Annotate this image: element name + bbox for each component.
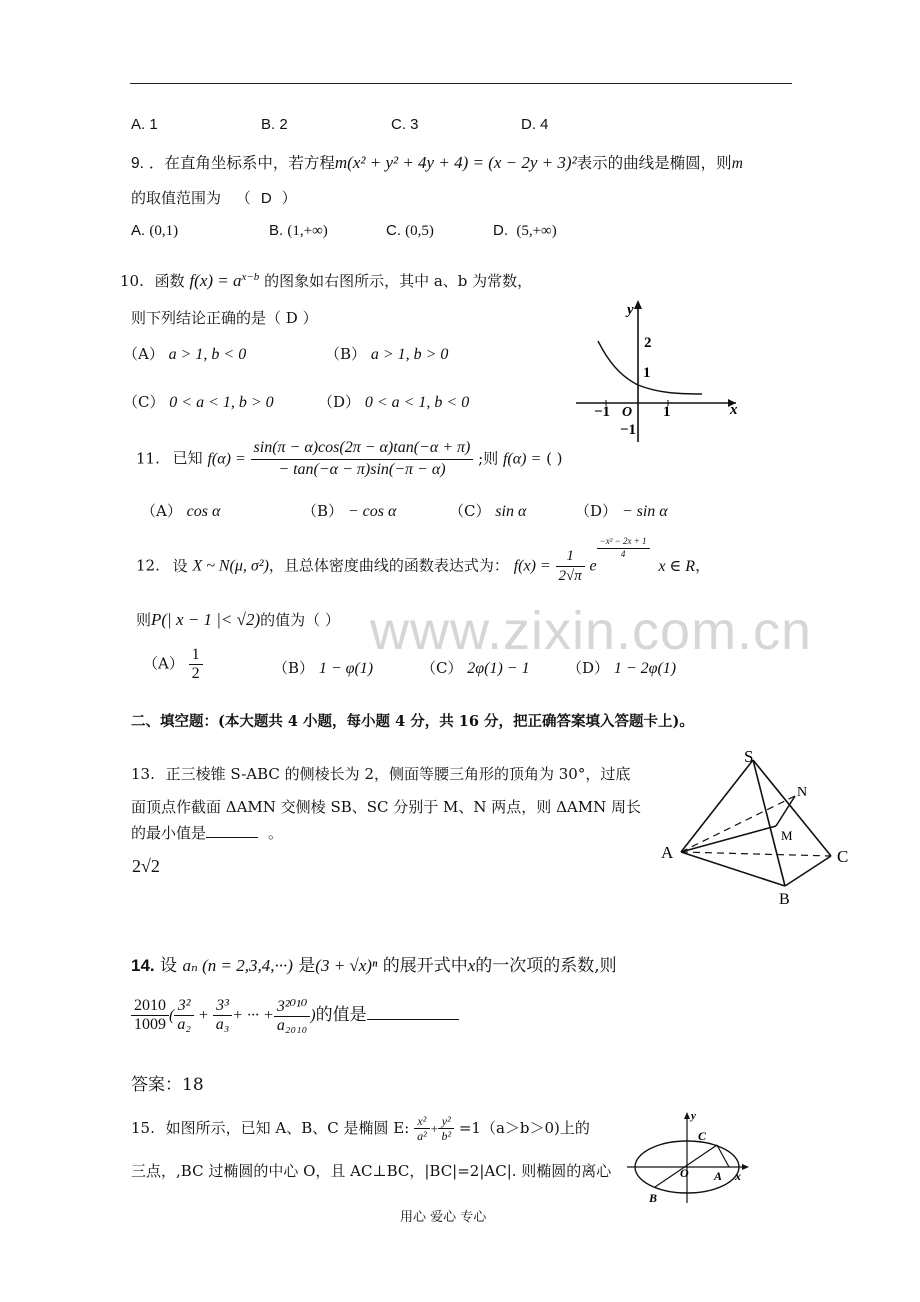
- q15-ellipse-figure: [625, 1107, 755, 1207]
- q10-formula: f(x) = a: [189, 271, 242, 290]
- q15-label-b: B: [649, 1191, 658, 1205]
- q12-domain: x ∈ R: [658, 557, 696, 575]
- q12-fx: f(x) =: [513, 557, 551, 575]
- q9-option-d: D. (5,+∞): [493, 222, 557, 239]
- q13-edge-bc: [785, 856, 831, 886]
- q14-an: aₙ (n = 2,3,4,···): [182, 956, 293, 975]
- q11-option-c: （C） sin α: [449, 502, 527, 520]
- q15-label-a: A: [714, 1169, 723, 1183]
- q10-tick-label-1-x: 1: [663, 404, 671, 420]
- q12-option-c: （C） 2φ(1) − 1: [421, 659, 530, 677]
- q15-label-x: x: [735, 1169, 741, 1183]
- q10-option-d: （D） 0 < a < 1, b < 0: [318, 393, 470, 411]
- q14-answer: 答案：18: [131, 1075, 204, 1095]
- q10-option-b: （B） a > 1, b > 0: [325, 345, 449, 363]
- q11-paren: ( ): [546, 449, 563, 468]
- q11-text-b: ;则: [478, 449, 499, 468]
- q13-label-n: N: [797, 785, 808, 800]
- q10-exponential-graph: [570, 296, 742, 446]
- q10-number: 10.: [120, 272, 144, 290]
- q9-text-a: ．在直角坐标系中，若方程: [148, 154, 335, 172]
- q12-number: 12.: [136, 556, 160, 575]
- q14-text-b: 是: [298, 956, 316, 976]
- q13-number: 13.: [131, 765, 155, 783]
- q11-lhs: f(α) =: [207, 450, 246, 468]
- q12-e: e: [589, 557, 597, 575]
- q14-expr: (3 + √x)ⁿ: [315, 956, 378, 975]
- q9-option-c: C. (0,5): [386, 222, 434, 239]
- q10-option-c: （C） 0 < a < 1, b > 0: [123, 393, 274, 411]
- q11-option-d: （D） − sin α: [575, 502, 668, 520]
- section2-header: 二、填空题：(本大题共 4 小题，每小题 4 分，共 16 分，把正确答案填入答题卡上)。: [131, 713, 694, 730]
- q11-option-a: （A） cos α: [141, 502, 221, 520]
- q10-tick-label-1: 1: [643, 365, 651, 381]
- q9-line2: 的取值范围为 （ D ）: [131, 189, 297, 207]
- q10-text-b: 的图象如右图所示，其中 a、b 为常数，: [264, 272, 533, 290]
- q9-equation: m(x² + y² + 4y + 4) = (x − 2y + 3)²: [334, 153, 577, 172]
- q12-option-d: （D） 1 − 2φ(1): [567, 659, 677, 677]
- q10-x-label: x: [730, 402, 738, 418]
- q12-option-a: （A） $\frac{1}{2}$: [143, 646, 203, 683]
- q11-text-a: 已知: [172, 449, 203, 468]
- q9-option-b: B. (1,+∞): [269, 222, 328, 239]
- q13-label-a: A: [661, 843, 674, 862]
- q10-origin: O: [622, 405, 633, 420]
- q10-line1: [120, 270, 532, 291]
- q10-tick-label-neg1-x: −1: [594, 404, 611, 420]
- q14-line2: $\frac{2010}{1009}$ ( $\frac{\text{3²}}{\text{a₂}}$ + $\frac{\text{3³}}{\text{a₃}}$ + ··· + $\frac{\text{3²⁰¹⁰}}{\text{a₂₀₁₀}}$ )的值是: [131, 996, 459, 1035]
- q14-term-2: $\frac{\text{3³}}{\text{a₃}}$: [213, 997, 233, 1034]
- q13-line2: 面顶点作截面 ΔAMN 交侧棱 SB、SC 分别于 M、N 两点，则 ΔAMN 周长: [131, 798, 641, 816]
- q13-line1: [131, 763, 630, 784]
- page-footer: 用心 爱心 专心: [400, 1210, 487, 1225]
- q14-text-c: 的展开式中: [382, 956, 468, 976]
- q14-x: x: [467, 956, 476, 975]
- q14-term-1: $\frac{\text{3²}}{\text{a₂}}$: [174, 997, 194, 1034]
- q14-text-e: 的值是: [315, 1005, 367, 1025]
- q9-number: 9.: [131, 155, 144, 172]
- q12-line2: [136, 609, 340, 630]
- q14-lead-fraction: $\frac{2010}{1009}$: [131, 997, 169, 1034]
- q13-pyramid-figure: [655, 748, 855, 908]
- q10-option-a: （A） a > 1, b < 0: [123, 345, 247, 363]
- q8-option-a: A. 1: [131, 116, 158, 133]
- q13-label-s: S: [744, 748, 754, 766]
- q13-edge-ac: [681, 852, 831, 856]
- q8-option-c: C. 3: [391, 116, 419, 133]
- q12-distribution: X ~ N(μ, σ²): [192, 557, 269, 575]
- q12-probability: P(| x − 1 |< √2): [151, 610, 261, 629]
- q14-text-d: 的一次项的系数,则: [475, 956, 617, 976]
- q11-ask: f(α) =: [502, 450, 542, 468]
- q13-line3: 的最小值是 。: [131, 824, 284, 842]
- q15-label-o: O: [680, 1166, 689, 1180]
- q9-var: m: [731, 155, 743, 172]
- q15-line1-a: 如图所示，已知 A、B、C 是椭圆 E:: [165, 1118, 410, 1137]
- watermark: www.zixin.com.cn: [370, 601, 813, 661]
- q12-text-b: ，且总体密度曲线的函数表达式为：: [268, 556, 509, 575]
- q10-y-label: y: [627, 302, 634, 318]
- q9-text-b: 表示的曲线是椭圆，则: [576, 154, 732, 172]
- q12-line2-b: 的值为（ ）: [260, 611, 340, 629]
- q12-line1: [136, 536, 710, 587]
- q15-line2: 三点，,BC 过椭圆的中心 O，且 AC⊥BC，|BC|=2|AC|. 则椭圆的离心: [131, 1162, 612, 1180]
- q14-blank: [367, 1019, 459, 1020]
- q9-option-a: A. (0,1): [131, 222, 179, 239]
- q15-y-arrow: [684, 1112, 690, 1119]
- q10-text-a: 函数: [154, 272, 185, 290]
- q15-line1-b: =1（a＞b＞0)上的: [458, 1118, 590, 1137]
- q10-y-arrow: [634, 300, 642, 309]
- q15-label-c: C: [698, 1129, 707, 1143]
- q11-numerator: sin(π − α)cos(2π − α)tan(−α + π): [251, 438, 474, 460]
- q12-coefficient: $\frac{1}{2√\pi}$: [556, 547, 585, 587]
- q10-tick-label-2: 2: [644, 335, 652, 351]
- q15-x-arrow: [742, 1164, 749, 1170]
- q15-line1: 15. 如图所示，已知 A、B、C 是椭圆 E: $\frac{\text{x²}}{\text{a²}}$ + $\frac{\text{y²}}{\text{b²}}$ =1（a＞b＞0)上的: [131, 1114, 590, 1144]
- q15-label-y: y: [691, 1110, 696, 1122]
- q9-line1: [131, 151, 743, 173]
- q8-option-d: D. 4: [521, 116, 549, 133]
- q12-text-a: 设: [172, 556, 188, 575]
- q11-denominator: − tan(−α − π)sin(−π − α): [278, 460, 446, 478]
- q9-line2-text: 的取值范围为: [131, 189, 222, 207]
- q14-line1: [131, 951, 617, 976]
- q11-fraction: [251, 438, 474, 481]
- q11-number: 11.: [136, 449, 160, 468]
- q13-edge-sa: [681, 760, 753, 852]
- q13-blank: [206, 837, 258, 838]
- q10-exponent: x−b: [241, 271, 260, 283]
- q13-edge-ab: [681, 852, 785, 886]
- q15-ellipse-x: $\frac{\text{x²}}{\text{a²}}$: [414, 1114, 430, 1144]
- q14-number: 14.: [131, 956, 155, 975]
- q13-answer: 2√2: [132, 856, 160, 876]
- q10-tick-label-neg1-y: −1: [620, 422, 637, 438]
- q10-line2: 则下列结论正确的是（ D ）: [131, 309, 318, 327]
- q14-term-3: $\frac{\text{3²⁰¹⁰}}{\text{a₂₀₁₀}}$: [274, 996, 310, 1035]
- q13-line1-text: 正三棱锥 S-ABC 的侧棱长为 2，侧面等腰三角形的顶角为 30°，过底: [165, 765, 631, 783]
- q13-label-b: B: [779, 891, 790, 908]
- q9-answer: D: [260, 190, 272, 207]
- q12-comma: ，: [695, 556, 711, 575]
- q13-line3-text: 的最小值是: [131, 824, 207, 842]
- q12-option-b: （B） 1 − φ(1): [273, 659, 374, 677]
- q14-text-a: 设: [160, 956, 178, 976]
- q15-number: 15.: [131, 1118, 155, 1137]
- q13-edge-am: [681, 826, 776, 852]
- q14-ellipsis: + ··· +: [232, 1007, 274, 1024]
- q12-exponent: $\frac{\text{−x² − 2x + 1}}{4}$: [597, 536, 650, 560]
- q8-option-b: B. 2: [261, 116, 288, 133]
- header-rule: [130, 83, 792, 84]
- q11-option-b: （B） − cos α: [302, 502, 397, 520]
- q15-ellipse-y: $\frac{\text{y²}}{\text{b²}}$: [438, 1114, 454, 1144]
- q13-label-c: C: [837, 847, 849, 866]
- q12-line2-a: 则: [136, 611, 152, 629]
- q13-label-m: M: [781, 828, 793, 843]
- q11-line1: [136, 438, 563, 481]
